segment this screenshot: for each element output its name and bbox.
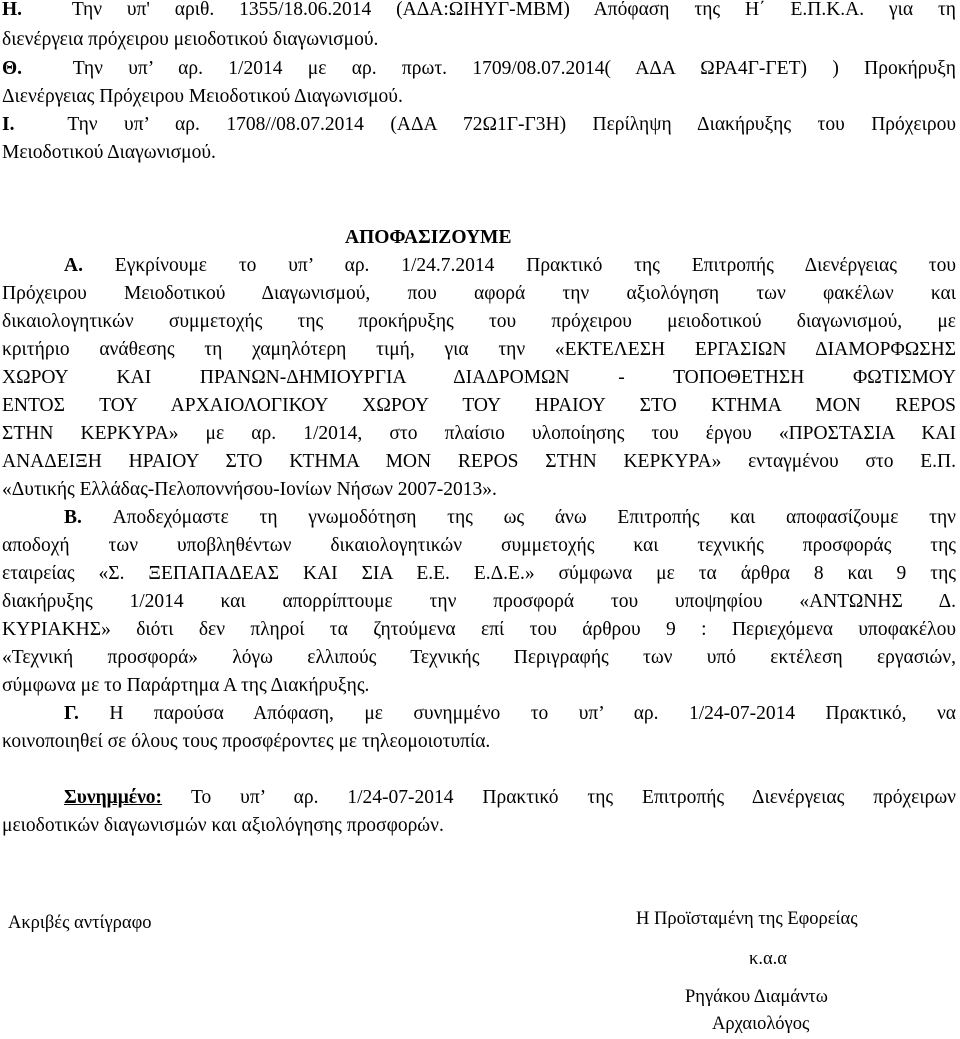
decision-title: ΑΠΟΦΑΣΙΖΟΥΜΕ [345, 227, 512, 248]
section-a-line-5: ΧΩΡΟΥ ΚΑΙ ΠΡΑΝΩΝ-ΔΗΜΙΟΥΡΓΙΑ ΔΙΑΔΡΟΜΩΝ - ΤΟΠΟΘΕΤΗΣΗ ΦΩΤΙΣΜΟΥ [2, 367, 956, 388]
section-b-line-2: αποδοχή των υποβληθέντων δικαιολογητικών συμμετοχής και τεχνικής προσφοράς της [2, 535, 956, 556]
clause-i [2, 113, 956, 137]
section-b-label: Β. [64, 507, 82, 528]
clause-i-text: Την υπ’ αρ. 1708//08.07.2014 (ΑΔΑ 72Ω1Γ-Γ3Η) Περίληψη Διακήρυξης του Πρόχειρου [67, 114, 957, 135]
section-b-line-7: σύμφωνα με το Παράρτημα Α της Διακήρυξης. [2, 675, 370, 696]
signatory-kaa: κ.α.α [749, 949, 787, 969]
clause-th-text: Την υπ’ αρ. 1/2014 με αρ. πρωτ. 1709/08.07.2014( ΑΔΑ ΩΡΑ4Γ-ΓΕΤ) ) Προκήρυξη [72, 58, 957, 79]
section-b-line-1: Β. Αποδεχόμαστε τη γνωμοδότηση της ως άνω Επιτροπής και αποφασίζουμε την [64, 507, 956, 528]
section-a-line-8: ΑΝΑΔΕΙΞΗ ΗΡΑΙΟΥ ΣΤΟ ΚΤΗΜΑ MON REPOS ΣΤΗΝ ΚΕΡΚΥΡΑ» ενταγμένου στο Ε.Π. [2, 451, 956, 472]
section-a-line-4: κριτήριο ανάθεσης τη χαμηλότερη τιμή, για την «ΕΚΤΕΛΕΣΗ ΕΡΓΑΣΙΩΝ ΔΙΑΜΟΡΦΩΣΗΣ [2, 339, 956, 360]
signatory-title: Η Προϊσταμένη της Εφορείας [636, 909, 858, 929]
clause-th [2, 57, 956, 81]
clause-i-cont: Μειοδοτικού Διαγωνισμού. [2, 142, 216, 163]
section-b-line-6: «Τεχνική προσφορά» λόγω ελλιπούς Τεχνικής Περιγραφής των υπό εκτέλεση εργασιών, [2, 647, 956, 668]
signatory-name: Ρηγάκου Διαμάντω [685, 987, 828, 1007]
section-a-label: Α. [64, 255, 83, 276]
section-b-line-3: εταιρείας «Σ. ΞΕΠΑΠΑΔΕΑΣ ΚΑΙ ΣΙΑ Ε.Ε. Ε.Δ.Ε.» σύμφωνα με τα άρθρα 8 και 9 της [2, 563, 956, 584]
section-b-line-4: διακήρυξης 1/2014 και απορρίπτουμε την προσφορά του υποψηφίου «ΑΝΤΩΝΗΣ Δ. [2, 591, 956, 612]
clause-h [2, 0, 956, 22]
attachment-label: Συνημμένο: [64, 787, 163, 808]
attachment-line-1: Συνημμένο: Το υπ’ αρ. 1/24-07-2014 Πρακτικό της Επιτροπής Διενέργειας πρόχειρων [64, 787, 956, 808]
clause-i-label: Ι. [2, 114, 15, 135]
clause-th-cont: Διενέργειας Πρόχειρου Μειοδοτικού Διαγωνισμού. [2, 86, 403, 107]
section-a-line-1: Α. Εγκρίνουμε το υπ’ αρ. 1/24.7.2014 Πρακτικό της Επιτροπής Διενέργειας του [64, 255, 957, 276]
clause-h-cont: διενέργεια πρόχειρου μειοδοτικού διαγωνισμού. [2, 29, 379, 50]
clause-h-text: Την υπ' αριθ. 1355/18.06.2014 (ΑΔΑ:ΩΙΗΥΓ-ΜΒΜ) Απόφαση της Η΄ Ε.Π.Κ.Α. για τη [71, 0, 957, 20]
attachment-line-2: μειοδοτικών διαγωνισμών και αξιολόγησης προσφορών. [2, 815, 444, 836]
section-c-label: Γ. [64, 703, 79, 724]
certified-copy-label: Ακριβές αντίγραφο [8, 913, 152, 933]
signatory-role: Αρχαιολόγος [712, 1014, 810, 1034]
section-b-line-5: ΚΥΡΙΑΚΗΣ» διότι δεν πληροί τα ζητούμενα επί του άρθρου 9 : Περιεχόμενα υποφακέλου [2, 619, 956, 640]
section-a-line-9: «Δυτικής Ελλάδας-Πελοποννήσου-Ιονίων Νήσων 2007-2013». [2, 479, 497, 500]
section-a-line-3: δικαιολογητικών συμμετοχής της προκήρυξης του πρόχειρου μειοδοτικού διαγωνισμού, με [2, 311, 956, 332]
section-a-line-7: ΣΤΗΝ ΚΕΡΚΥΡΑ» με αρ. 1/2014, στο πλαίσιο υλοποίησης του έργου «ΠΡΟΣΤΑΣΙΑ ΚΑΙ [2, 423, 956, 444]
section-a-line-6: ΕΝΤΟΣ ΤΟΥ ΑΡΧΑΙΟΛΟΓΙΚΟΥ ΧΩΡΟΥ ΤΟΥ ΗΡΑΙΟΥ ΣΤΟ ΚΤΗΜΑ MON REPOS [2, 395, 956, 416]
section-c-line-1: Γ. Η παρούσα Απόφαση, με συνημμένο το υπ’ αρ. 1/24-07-2014 Πρακτικό, να [64, 703, 956, 724]
clause-th-label: Θ. [2, 58, 23, 79]
section-a-line-2: Πρόχειρου Μειοδοτικού Διαγωνισμού, που αφορά την αξιολόγηση των φακέλων και [2, 283, 956, 304]
section-c-line-2: κοινοποιηθεί σε όλους τους προσφέροντες με τηλεομοιοτυπία. [2, 731, 491, 752]
clause-h-label: Η. [2, 0, 23, 20]
